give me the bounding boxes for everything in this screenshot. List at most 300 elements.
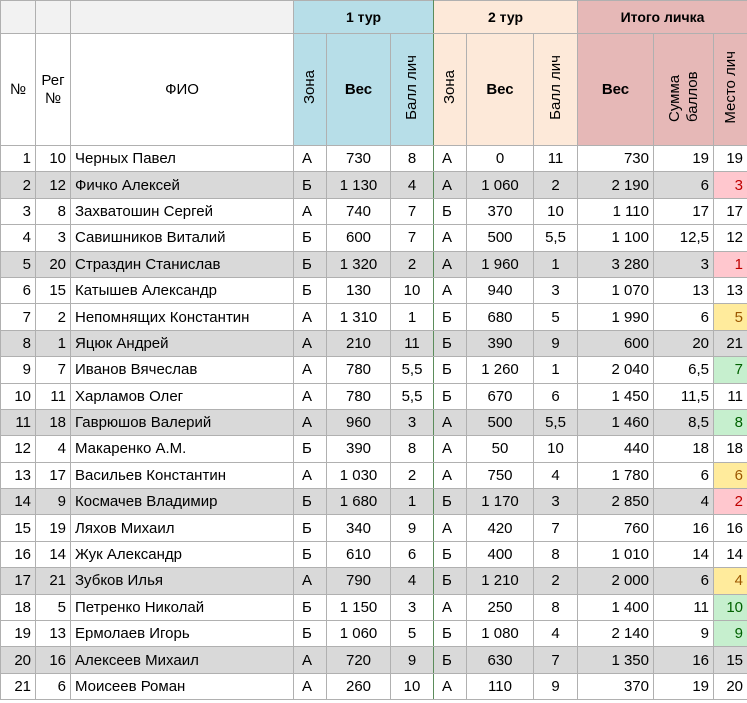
cell-zone1[interactable]: А [294, 409, 327, 435]
cell-place[interactable]: 19 [714, 146, 747, 172]
cell-score2[interactable]: 9 [534, 673, 578, 699]
cell-zone1[interactable]: Б [294, 172, 327, 198]
cell-num[interactable]: 15 [1, 515, 36, 541]
cell-weight2[interactable]: 420 [467, 515, 534, 541]
table-row [1, 198, 747, 224]
cell-score2[interactable]: 7 [534, 647, 578, 673]
cell-weight1[interactable]: 780 [327, 383, 391, 409]
cell-fio[interactable]: Космачев Владимир [71, 489, 294, 515]
cell-score2[interactable]: 2 [534, 568, 578, 594]
cell-reg[interactable]: 13 [36, 621, 71, 647]
cell-sum-scores[interactable]: 4 [654, 489, 714, 515]
corner-cell[interactable] [36, 1, 71, 34]
cell-zone2[interactable]: Б [434, 489, 467, 515]
cell-fio[interactable]: Захватошин Сергей [71, 198, 294, 224]
cell-total-weight[interactable]: 1 350 [578, 647, 654, 673]
cell-total-weight[interactable]: 2 190 [578, 172, 654, 198]
cell-fio[interactable]: Яцюк Андрей [71, 330, 294, 356]
cell-zone2[interactable]: Б [434, 541, 467, 567]
cell-num[interactable]: 10 [1, 383, 36, 409]
cell-score2[interactable]: 2 [534, 172, 578, 198]
cell-reg[interactable]: 11 [36, 383, 71, 409]
cell-zone1[interactable]: А [294, 568, 327, 594]
cell-total-weight[interactable]: 1 010 [578, 541, 654, 567]
cell-zone1[interactable]: Б [294, 251, 327, 277]
cell-weight2[interactable]: 1 210 [467, 568, 534, 594]
cell-sum-scores[interactable]: 8,5 [654, 409, 714, 435]
cell-zone1[interactable]: Б [294, 541, 327, 567]
cell-weight1[interactable]: 730 [327, 146, 391, 172]
cell-num[interactable]: 19 [1, 621, 36, 647]
cell-num[interactable]: 8 [1, 330, 36, 356]
table-row [1, 647, 747, 673]
cell-weight1[interactable]: 960 [327, 409, 391, 435]
cell-sum-scores[interactable]: 6 [654, 462, 714, 488]
cell-weight2[interactable]: 250 [467, 594, 534, 620]
cell-sum-scores[interactable]: 3 [654, 251, 714, 277]
cell-num[interactable]: 17 [1, 568, 36, 594]
col-header-fio[interactable] [71, 34, 294, 146]
col-header-score1[interactable] [391, 34, 434, 146]
col-header-place-label: Место лич [721, 51, 739, 124]
cell-weight1[interactable]: 260 [327, 673, 391, 699]
col-header-reg-label: Рег № [41, 71, 65, 107]
cell-num[interactable]: 21 [1, 673, 36, 699]
cell-score1[interactable]: 5 [391, 621, 434, 647]
col-header-reg[interactable] [36, 34, 71, 146]
cell-place[interactable]: 3 [714, 172, 747, 198]
cell-place[interactable]: 17 [714, 198, 747, 224]
cell-fio[interactable]: Катышев Александр [71, 277, 294, 303]
cell-fio[interactable]: Фичко Алексей [71, 172, 294, 198]
table-row [1, 541, 747, 567]
cell-fio[interactable]: Ермолаев Игорь [71, 621, 294, 647]
cell-reg[interactable]: 3 [36, 225, 71, 251]
cell-zone2[interactable]: А [434, 409, 467, 435]
cell-total-weight[interactable]: 1 400 [578, 594, 654, 620]
cell-fio[interactable]: Иванов Вячеслав [71, 357, 294, 383]
cell-total-weight[interactable]: 760 [578, 515, 654, 541]
cell-weight2[interactable]: 1 170 [467, 489, 534, 515]
cell-fio[interactable]: Черных Павел [71, 146, 294, 172]
cell-sum-scores[interactable]: 9 [654, 621, 714, 647]
cell-zone2[interactable]: Б [434, 568, 467, 594]
cell-weight1[interactable]: 610 [327, 541, 391, 567]
cell-reg[interactable]: 12 [36, 172, 71, 198]
cell-place[interactable]: 21 [714, 330, 747, 356]
cell-weight1[interactable]: 1 130 [327, 172, 391, 198]
cell-weight1[interactable]: 740 [327, 198, 391, 224]
cell-sum-scores[interactable]: 18 [654, 436, 714, 462]
cell-reg[interactable]: 8 [36, 198, 71, 224]
cell-total-weight[interactable]: 3 280 [578, 251, 654, 277]
cell-weight1[interactable]: 130 [327, 277, 391, 303]
cell-num[interactable]: 7 [1, 304, 36, 330]
cell-total-weight[interactable]: 600 [578, 330, 654, 356]
cell-score2[interactable]: 9 [534, 330, 578, 356]
cell-total-weight[interactable]: 2 000 [578, 568, 654, 594]
cell-score2[interactable]: 11 [534, 146, 578, 172]
cell-fio[interactable]: Ляхов Михаил [71, 515, 294, 541]
corner-cell[interactable] [71, 1, 294, 34]
col-header-score2[interactable] [534, 34, 578, 146]
table-row [1, 225, 747, 251]
col-header-num-label: № [9, 81, 27, 98]
cell-weight2[interactable]: 670 [467, 383, 534, 409]
cell-num[interactable]: 9 [1, 357, 36, 383]
cell-zone1[interactable]: А [294, 330, 327, 356]
cell-place[interactable]: 18 [714, 436, 747, 462]
table-row [1, 357, 747, 383]
cell-weight2[interactable]: 680 [467, 304, 534, 330]
cell-weight2[interactable]: 750 [467, 462, 534, 488]
group-header-tour1[interactable]: 1 тур [294, 1, 434, 34]
cell-reg[interactable]: 18 [36, 409, 71, 435]
cell-total-weight[interactable]: 1 110 [578, 198, 654, 224]
cell-weight2[interactable]: 500 [467, 225, 534, 251]
cell-total-weight[interactable]: 1 070 [578, 277, 654, 303]
cell-zone2[interactable]: А [434, 277, 467, 303]
cell-fio[interactable]: Моисеев Роман [71, 673, 294, 699]
cell-reg[interactable]: 10 [36, 146, 71, 172]
cell-zone1[interactable]: Б [294, 489, 327, 515]
cell-weight1[interactable]: 720 [327, 647, 391, 673]
cell-reg[interactable]: 7 [36, 357, 71, 383]
cell-weight2[interactable]: 500 [467, 409, 534, 435]
cell-weight2[interactable]: 50 [467, 436, 534, 462]
cell-score2[interactable]: 4 [534, 621, 578, 647]
col-header-zone1-label: Зона [301, 70, 318, 105]
cell-fio[interactable]: Петренко Николай [71, 594, 294, 620]
cell-reg[interactable]: 17 [36, 462, 71, 488]
cell-place[interactable]: 7 [714, 357, 747, 383]
cell-zone2[interactable]: Б [434, 330, 467, 356]
col-header-weight1-label: Вес [344, 81, 373, 98]
cell-num[interactable]: 20 [1, 647, 36, 673]
cell-zone1[interactable]: А [294, 673, 327, 699]
cell-num[interactable]: 18 [1, 594, 36, 620]
table-row [1, 673, 747, 699]
cell-total-weight[interactable]: 1 780 [578, 462, 654, 488]
cell-score1[interactable]: 4 [391, 172, 434, 198]
cell-num[interactable]: 3 [1, 198, 36, 224]
cell-zone1[interactable]: А [294, 383, 327, 409]
cell-zone2[interactable]: А [434, 172, 467, 198]
corner-cell[interactable] [1, 1, 36, 34]
cell-score2[interactable]: 8 [534, 541, 578, 567]
col-header-zone2-label: Зона [441, 70, 458, 105]
cell-score1[interactable]: 9 [391, 647, 434, 673]
cell-place[interactable]: 12 [714, 225, 747, 251]
col-header-weight2[interactable] [467, 34, 534, 146]
cell-score2[interactable]: 3 [534, 277, 578, 303]
cell-score2[interactable]: 4 [534, 462, 578, 488]
cell-score2[interactable]: 1 [534, 251, 578, 277]
table-row [1, 251, 747, 277]
cell-zone2[interactable]: А [434, 251, 467, 277]
cell-zone1[interactable]: А [294, 304, 327, 330]
cell-score1[interactable]: 11 [391, 330, 434, 356]
cell-weight2[interactable]: 940 [467, 277, 534, 303]
cell-weight2[interactable]: 370 [467, 198, 534, 224]
cell-zone2[interactable]: Б [434, 647, 467, 673]
cell-total-weight[interactable]: 1 450 [578, 383, 654, 409]
col-header-weight2-label: Вес [486, 81, 514, 98]
table-row [1, 462, 747, 488]
col-header-num[interactable] [1, 34, 36, 146]
cell-total-weight[interactable]: 1 990 [578, 304, 654, 330]
col-header-sum-scores[interactable] [654, 34, 714, 146]
cell-zone2[interactable]: А [434, 436, 467, 462]
cell-reg[interactable]: 20 [36, 251, 71, 277]
cell-place[interactable]: 8 [714, 409, 747, 435]
cell-weight1[interactable]: 1 680 [327, 489, 391, 515]
cell-reg[interactable]: 5 [36, 594, 71, 620]
cell-zone2[interactable]: А [434, 673, 467, 699]
cell-sum-scores[interactable]: 6 [654, 172, 714, 198]
table-row [1, 568, 747, 594]
cell-weight1[interactable]: 1 030 [327, 462, 391, 488]
cell-num[interactable]: 13 [1, 462, 36, 488]
cell-weight1[interactable]: 390 [327, 436, 391, 462]
cell-zone1[interactable]: Б [294, 436, 327, 462]
table-row [1, 172, 747, 198]
table-row [1, 383, 747, 409]
cell-zone1[interactable]: А [294, 462, 327, 488]
cell-weight1[interactable]: 780 [327, 357, 391, 383]
table-row [1, 304, 747, 330]
cell-score1[interactable]: 3 [391, 409, 434, 435]
cell-reg[interactable]: 2 [36, 304, 71, 330]
cell-score2[interactable]: 5 [534, 304, 578, 330]
cell-sum-scores[interactable]: 19 [654, 146, 714, 172]
cell-place[interactable]: 2 [714, 489, 747, 515]
cell-weight1[interactable]: 1 320 [327, 251, 391, 277]
col-header-fio-label: ФИО [165, 81, 199, 98]
cell-score1[interactable]: 1 [391, 489, 434, 515]
cell-zone2[interactable]: Б [434, 621, 467, 647]
cell-score1[interactable]: 7 [391, 225, 434, 251]
cell-reg[interactable]: 16 [36, 647, 71, 673]
cell-fio[interactable]: Савишников Виталий [71, 225, 294, 251]
table-row [1, 594, 747, 620]
cell-reg[interactable]: 1 [36, 330, 71, 356]
cell-score1[interactable]: 6 [391, 541, 434, 567]
cell-num[interactable]: 4 [1, 225, 36, 251]
cell-zone2[interactable]: А [434, 146, 467, 172]
cell-weight2[interactable]: 110 [467, 673, 534, 699]
cell-score1[interactable]: 8 [391, 146, 434, 172]
cell-total-weight[interactable]: 730 [578, 146, 654, 172]
cell-score2[interactable]: 10 [534, 198, 578, 224]
table-row [1, 515, 747, 541]
cell-total-weight[interactable]: 2 850 [578, 489, 654, 515]
cell-place[interactable]: 10 [714, 594, 747, 620]
col-header-sum-scores-label: Сумма баллов [665, 70, 701, 122]
cell-zone1[interactable]: Б [294, 621, 327, 647]
cell-fio[interactable]: Жук Александр [71, 541, 294, 567]
cell-zone2[interactable]: Б [434, 383, 467, 409]
cell-score1[interactable]: 3 [391, 594, 434, 620]
cell-sum-scores[interactable]: 20 [654, 330, 714, 356]
cell-score1[interactable]: 7 [391, 198, 434, 224]
cell-num[interactable]: 16 [1, 541, 36, 567]
cell-place[interactable]: 14 [714, 541, 747, 567]
cell-score2[interactable]: 5,5 [534, 409, 578, 435]
cell-reg[interactable]: 19 [36, 515, 71, 541]
cell-weight1[interactable]: 1 060 [327, 621, 391, 647]
cell-score1[interactable]: 5,5 [391, 357, 434, 383]
cell-weight2[interactable]: 0 [467, 146, 534, 172]
column-header-row [1, 34, 747, 146]
col-header-place[interactable] [714, 34, 747, 146]
cell-reg[interactable]: 14 [36, 541, 71, 567]
cell-zone2[interactable]: Б [434, 198, 467, 224]
cell-zone1[interactable]: Б [294, 515, 327, 541]
cell-score1[interactable]: 2 [391, 251, 434, 277]
cell-weight1[interactable]: 1 150 [327, 594, 391, 620]
cell-score2[interactable]: 3 [534, 489, 578, 515]
cell-fio[interactable]: Зубков Илья [71, 568, 294, 594]
cell-sum-scores[interactable]: 6 [654, 304, 714, 330]
cell-num[interactable]: 1 [1, 146, 36, 172]
cell-zone2[interactable]: Б [434, 357, 467, 383]
group-header-tour2[interactable]: 2 тур [434, 1, 578, 34]
cell-weight1[interactable]: 210 [327, 330, 391, 356]
cell-total-weight[interactable]: 1 460 [578, 409, 654, 435]
cell-sum-scores[interactable]: 11 [654, 594, 714, 620]
cell-fio[interactable]: Гаврюшов Валерий [71, 409, 294, 435]
col-header-zone2[interactable] [434, 34, 467, 146]
table-row [1, 146, 747, 172]
cell-zone2[interactable]: А [434, 594, 467, 620]
cell-weight1[interactable]: 600 [327, 225, 391, 251]
cell-zone1[interactable]: А [294, 198, 327, 224]
cell-weight2[interactable]: 1 260 [467, 357, 534, 383]
cell-place[interactable]: 4 [714, 568, 747, 594]
table-row [1, 330, 747, 356]
cell-place[interactable]: 20 [714, 673, 747, 699]
cell-zone1[interactable]: Б [294, 225, 327, 251]
cell-score1[interactable]: 8 [391, 436, 434, 462]
cell-sum-scores[interactable]: 6 [654, 568, 714, 594]
cell-reg[interactable]: 9 [36, 489, 71, 515]
cell-weight1[interactable]: 1 310 [327, 304, 391, 330]
group-header-total[interactable]: Итого личка [578, 1, 747, 34]
cell-zone1[interactable]: А [294, 146, 327, 172]
cell-place[interactable]: 5 [714, 304, 747, 330]
cell-score1[interactable]: 5,5 [391, 383, 434, 409]
cell-zone1[interactable]: А [294, 357, 327, 383]
cell-reg[interactable]: 21 [36, 568, 71, 594]
cell-score2[interactable]: 8 [534, 594, 578, 620]
cell-score2[interactable]: 7 [534, 515, 578, 541]
cell-total-weight[interactable]: 2 040 [578, 357, 654, 383]
cell-reg[interactable]: 15 [36, 277, 71, 303]
cell-total-weight[interactable]: 440 [578, 436, 654, 462]
cell-reg[interactable]: 4 [36, 436, 71, 462]
group-header-row [1, 1, 747, 34]
cell-total-weight[interactable]: 370 [578, 673, 654, 699]
cell-sum-scores[interactable]: 6,5 [654, 357, 714, 383]
cell-sum-scores[interactable]: 12,5 [654, 225, 714, 251]
cell-score1[interactable]: 9 [391, 515, 434, 541]
cell-fio[interactable]: Страздин Станислав [71, 251, 294, 277]
cell-place[interactable]: 9 [714, 621, 747, 647]
cell-score1[interactable]: 10 [391, 277, 434, 303]
cell-sum-scores[interactable]: 16 [654, 647, 714, 673]
cell-place[interactable]: 16 [714, 515, 747, 541]
col-header-weight1[interactable] [327, 34, 391, 146]
cell-weight2[interactable]: 630 [467, 647, 534, 673]
cell-sum-scores[interactable]: 14 [654, 541, 714, 567]
cell-num[interactable]: 12 [1, 436, 36, 462]
cell-score2[interactable]: 5,5 [534, 225, 578, 251]
table-row [1, 277, 747, 303]
cell-score1[interactable]: 4 [391, 568, 434, 594]
cell-weight1[interactable]: 790 [327, 568, 391, 594]
cell-place[interactable]: 1 [714, 251, 747, 277]
cell-num[interactable]: 14 [1, 489, 36, 515]
cell-num[interactable]: 2 [1, 172, 36, 198]
cell-weight2[interactable]: 1 960 [467, 251, 534, 277]
cell-sum-scores[interactable]: 11,5 [654, 383, 714, 409]
cell-score2[interactable]: 6 [534, 383, 578, 409]
cell-zone2[interactable]: А [434, 225, 467, 251]
cell-fio[interactable]: Васильев Константин [71, 462, 294, 488]
cell-total-weight[interactable]: 1 100 [578, 225, 654, 251]
cell-weight2[interactable]: 400 [467, 541, 534, 567]
cell-fio[interactable]: Непомнящих Константин [71, 304, 294, 330]
table-row [1, 489, 747, 515]
cell-place[interactable]: 13 [714, 277, 747, 303]
col-header-total-weight[interactable] [578, 34, 654, 146]
cell-num[interactable]: 5 [1, 251, 36, 277]
cell-zone2[interactable]: Б [434, 304, 467, 330]
cell-fio[interactable]: Харламов Олег [71, 383, 294, 409]
cell-score2[interactable]: 10 [534, 436, 578, 462]
cell-weight2[interactable]: 1 060 [467, 172, 534, 198]
cell-num[interactable]: 11 [1, 409, 36, 435]
cell-place[interactable]: 6 [714, 462, 747, 488]
cell-sum-scores[interactable]: 13 [654, 277, 714, 303]
cell-weight1[interactable]: 340 [327, 515, 391, 541]
cell-score1[interactable]: 10 [391, 673, 434, 699]
col-header-zone1[interactable] [294, 34, 327, 146]
cell-sum-scores[interactable]: 19 [654, 673, 714, 699]
cell-sum-scores[interactable]: 16 [654, 515, 714, 541]
cell-zone2[interactable]: А [434, 515, 467, 541]
cell-zone1[interactable]: А [294, 647, 327, 673]
cell-zone1[interactable]: Б [294, 277, 327, 303]
cell-reg[interactable]: 6 [36, 673, 71, 699]
cell-num[interactable]: 6 [1, 277, 36, 303]
cell-place[interactable]: 15 [714, 647, 747, 673]
cell-fio[interactable]: Алексеев Михаил [71, 647, 294, 673]
cell-weight2[interactable]: 390 [467, 330, 534, 356]
cell-place[interactable]: 11 [714, 383, 747, 409]
cell-score2[interactable]: 1 [534, 357, 578, 383]
cell-zone1[interactable]: Б [294, 594, 327, 620]
cell-fio[interactable]: Макаренко А.М. [71, 436, 294, 462]
cell-score1[interactable]: 1 [391, 304, 434, 330]
cell-zone2[interactable]: А [434, 462, 467, 488]
cell-sum-scores[interactable]: 17 [654, 198, 714, 224]
cell-weight2[interactable]: 1 080 [467, 621, 534, 647]
table-row [1, 436, 747, 462]
cell-total-weight[interactable]: 2 140 [578, 621, 654, 647]
cell-score1[interactable]: 2 [391, 462, 434, 488]
